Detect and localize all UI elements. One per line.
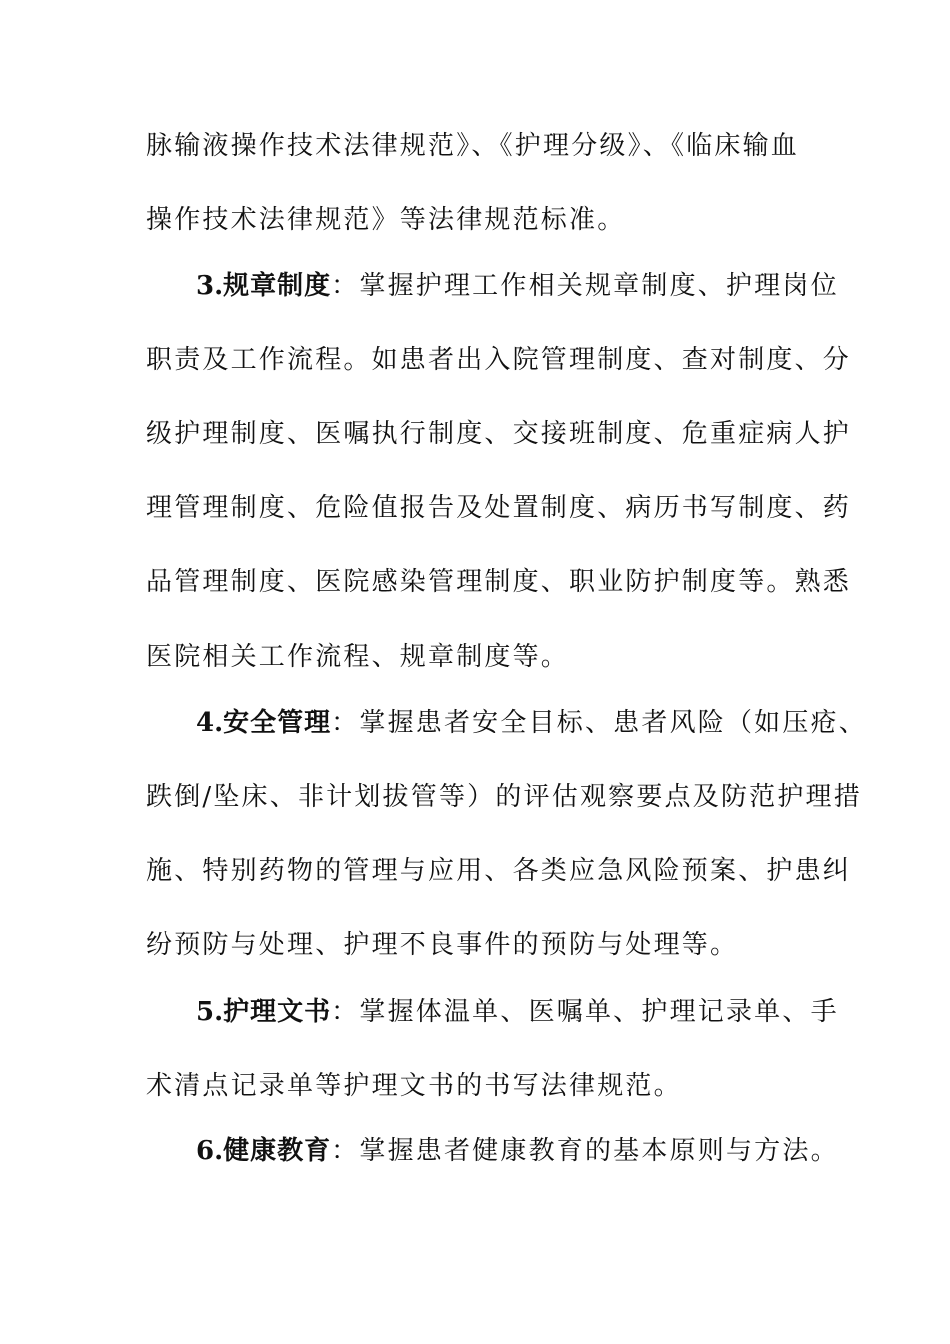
section-number: 4. (196, 708, 224, 738)
section-3-first-line (196, 268, 839, 304)
section-4-heading (196, 708, 331, 738)
section-5-first-line (196, 994, 839, 1030)
section-number: 3. (196, 271, 224, 301)
paragraph-text-line: 级护理制度、医嘱执行制度、交接班制度、危重症病人护 (146, 419, 852, 449)
section-text: 掌握患者健康教育的基本原则与方法。 (359, 1136, 839, 1166)
section-text: 掌握患者安全目标、患者风险（如压疮、 (359, 708, 867, 738)
paragraph-text-line: 施、特别药物的管理与应用、各类应急风险预案、护患纠 (146, 856, 852, 886)
section-title: 护理文书 (223, 997, 332, 1027)
paragraph-text-line: 跌倒/坠床、非计划拔管等）的评估观察要点及防范护理措 (146, 782, 862, 812)
paragraph-text-line: 术清点记录单等护理文书的书写法律规范。 (146, 1071, 682, 1101)
heading-colon: ： (331, 271, 360, 301)
section-number: 6. (196, 1136, 224, 1166)
paragraph-text-line: 纷预防与处理、护理不良事件的预防与处理等。 (146, 930, 739, 960)
section-title: 健康教育 (223, 1136, 332, 1166)
paragraph-text-line: 理管理制度、危险值报告及处置制度、病历书写制度、药 (146, 493, 852, 523)
heading-colon: ： (331, 997, 360, 1027)
section-6-heading (196, 1136, 331, 1166)
heading-colon: ： (331, 1136, 360, 1166)
section-text: 掌握护理工作相关规章制度、护理岗位 (359, 271, 839, 301)
heading-colon: ： (331, 708, 360, 738)
section-3-heading (196, 271, 331, 301)
paragraph-text-line: 品管理制度、医院感染管理制度、职业防护制度等。熟悉 (146, 567, 852, 597)
section-4-first-line (196, 705, 867, 741)
paragraph-text-line: 医院相关工作流程、规章制度等。 (146, 642, 570, 672)
section-number: 5. (196, 997, 224, 1027)
section-5-heading (196, 997, 331, 1027)
paragraph-text-line: 脉输液操作技术法律规范》、《护理分级》、《临床输血 (146, 131, 800, 161)
paragraph-text-line: 操作技术法律规范》等法律规范标准。 (146, 205, 626, 235)
section-title: 规章制度 (223, 271, 332, 301)
section-6-first-line (196, 1133, 839, 1169)
paragraph-text-line: 职责及工作流程。如患者出入院管理制度、查对制度、分 (146, 345, 852, 375)
section-title: 安全管理 (223, 708, 332, 738)
section-text: 掌握体温单、医嘱单、护理记录单、手 (359, 997, 839, 1027)
